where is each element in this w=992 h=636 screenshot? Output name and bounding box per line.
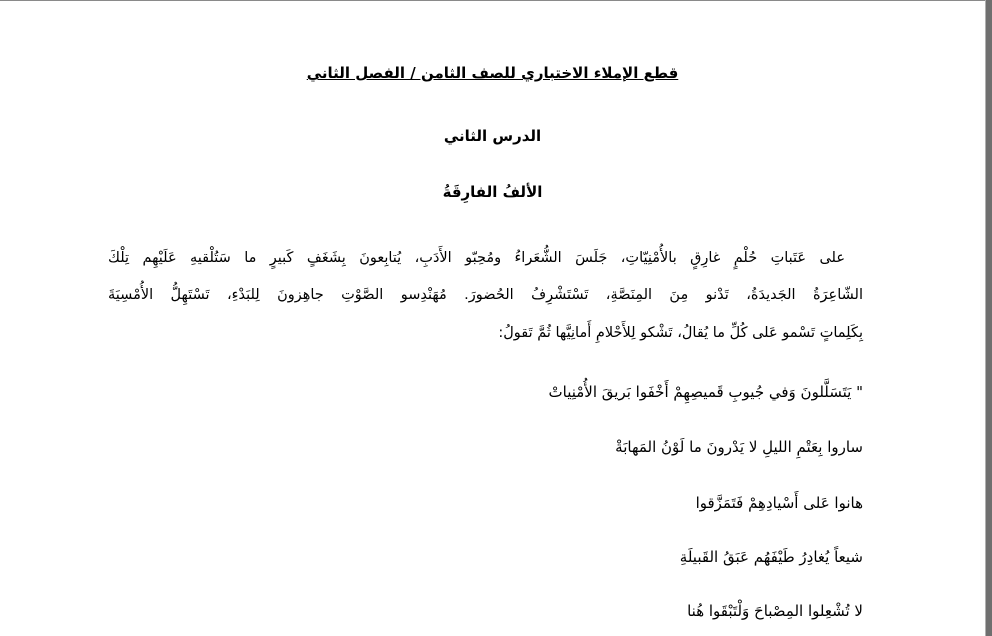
page-top-edge [0,0,992,1]
lesson-number: الدرس الثاني [443,127,542,145]
paragraph-line-2: الشّاعِرَةُ الجَديدَةُ، تَدْنو مِنَ المِنَصَّةِ، تَسْتَشْرِفُ الحُضورَ. مُهَنْدِسو الصَّوْتِ جاهِزونَ لِلبَدْءِ، تَسْتَهِلُّ الأُمْسِيَةَ [108,287,863,303]
paragraph-line-1: على عَتَباتِ حُلْمٍ غارِقٍ بالأُمْنِيّاتِ، جَلَسَ الشُّعَراءُ ومُحِبّو الأَدَبِ، يُتابِعونَ بِشَغَفٍ كَبيرٍ ما سَتُلْقيهِ عَلَيْهِم تِلْكَ [108,250,845,266]
poem-line-5: لا تُشْعِلوا المِصْباحَ وَلْتَبْقَوا هُنا [687,602,863,620]
page-right-edge [986,0,992,636]
poem-line-1: " يَتَسَلَّلونَ وَفي جُيوبِ قَميصِهِمْ أَخْفَوا بَريقَ الأُمْنِياتْ [548,383,863,401]
poem-line-3: هانوا عَلى أَسْيادِهِمْ فَتَمَزَّقوا [695,494,863,512]
lesson-title: الألفُ الفارِقَةُ [442,183,543,201]
paragraph-line-3: بِكَلِماتٍ تَسْمو عَلى كُلِّ ما يُقالُ، تَشْكو لِلأَحْلامِ أَمانِيَّها ثُمَّ تَقولُ: [498,325,863,341]
poem-line-4: شيعاً يُغادِرُ طَيْفَهُم عَبَقُ القَبيلَةِ [679,548,863,566]
document-title: قطع الإملاء الاختباري للصف الثامن / الفصل الثاني [306,64,679,82]
poem-line-2: ساروا بِعَتْمِ الليلِ لا يَدْرونَ ما لَوْنُ المَهابَةْ [615,438,863,456]
